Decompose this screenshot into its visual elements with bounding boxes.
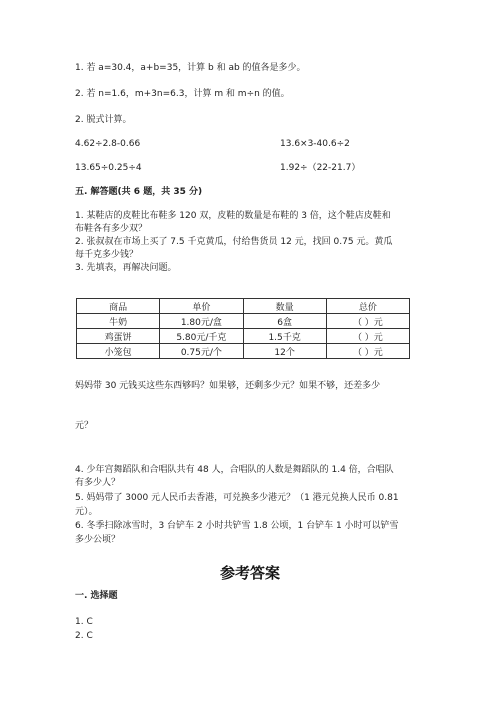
table-header-row	[77, 299, 410, 314]
problem-6-line2: 多少公顷？	[75, 535, 121, 545]
problem-1-line1: 1. 某鞋店的皮鞋比布鞋多 120 双，皮鞋的数量是布鞋的 3 倍，这个鞋店皮鞋和	[75, 211, 391, 221]
calc-item: 13.6×3-40.6÷2	[280, 139, 350, 149]
table-cell: （ ）元	[326, 329, 409, 344]
table-cell: （ ）元	[326, 344, 409, 359]
table-row	[77, 329, 410, 344]
answer-item: 1. C	[75, 617, 93, 627]
section-5-title: 五. 解答题(共 6 题，共 35 分)	[75, 187, 203, 197]
question-1: 1. 若 a=30.4，a+b=35，计算 b 和 ab 的值各是多少。	[75, 63, 306, 73]
table-header: 总价	[326, 299, 409, 314]
table-header: 单价	[160, 299, 243, 314]
problem-4-line2: 有多少人？	[75, 478, 121, 488]
problem-3-question-line2: 元？	[75, 421, 94, 431]
calc-item: 13.65÷0.25÷4	[75, 163, 142, 173]
problem-5-line2: 元）。	[75, 507, 98, 517]
table-cell: 5.80元/千克	[160, 329, 243, 344]
table-cell: 6盒	[243, 314, 326, 329]
price-table	[76, 298, 410, 359]
table-cell: 1.5千克	[243, 329, 326, 344]
problem-3: 3. 先填表，再解决问题。	[75, 263, 177, 273]
problem-2-line2: 每千克多少钱？	[75, 250, 139, 260]
problem-6-line1: 6. 冬季扫除冰雪时，3 台铲车 2 小时共铲雪 1.8 公顷，1 台铲车 1 小时可以铲雪	[75, 521, 399, 531]
problem-4-line1: 4. 少年宫舞蹈队和合唱队共有 48 人，合唱队的人数是舞蹈队的 1.4 倍，合唱队	[75, 465, 394, 475]
problem-3-question-line1: 妈妈带 30 元钱买这些东西够吗？如果够，还剩多少元？如果不够，还差多少	[75, 381, 381, 391]
problem-1-line2: 布鞋各有多少双？	[75, 224, 148, 234]
calc-item: 4.62÷2.8-0.66	[75, 139, 141, 149]
table-cell: 12个	[243, 344, 326, 359]
table-header: 数量	[243, 299, 326, 314]
answer-section-title: 一. 选择题	[75, 591, 118, 601]
answer-item: 2. C	[75, 631, 93, 641]
table-cell: 小笼包	[77, 344, 160, 359]
answer-title: 参考答案	[219, 564, 280, 582]
table-cell: 0.75元/个	[160, 344, 243, 359]
table-cell: 鸡蛋饼	[77, 329, 160, 344]
calc-item: 1.92÷（22-21.7）	[280, 163, 361, 173]
table-cell: 1.80元/盒	[160, 314, 243, 329]
table-cell: 牛奶	[77, 314, 160, 329]
problem-2-line1: 2. 张叔叔在市场上买了 7.5 千克黄瓜，付给售货员 12 元，找回 0.75 元。黄瓜	[75, 237, 393, 247]
question-2: 2. 若 n=1.6，m+3n=6.3，计算 m 和 m÷n 的值。	[75, 89, 290, 99]
table-row	[77, 314, 410, 329]
table-header: 商品	[77, 299, 160, 314]
table-row	[77, 344, 410, 359]
calc-heading: 2. 脱式计算。	[75, 115, 132, 125]
problem-5-line1: 5. 妈妈带了 3000 元人民币去香港，可兑换多少港元？（1 港元兑换人民币 0.81	[75, 493, 399, 503]
table-cell: （ ）元	[326, 314, 409, 329]
